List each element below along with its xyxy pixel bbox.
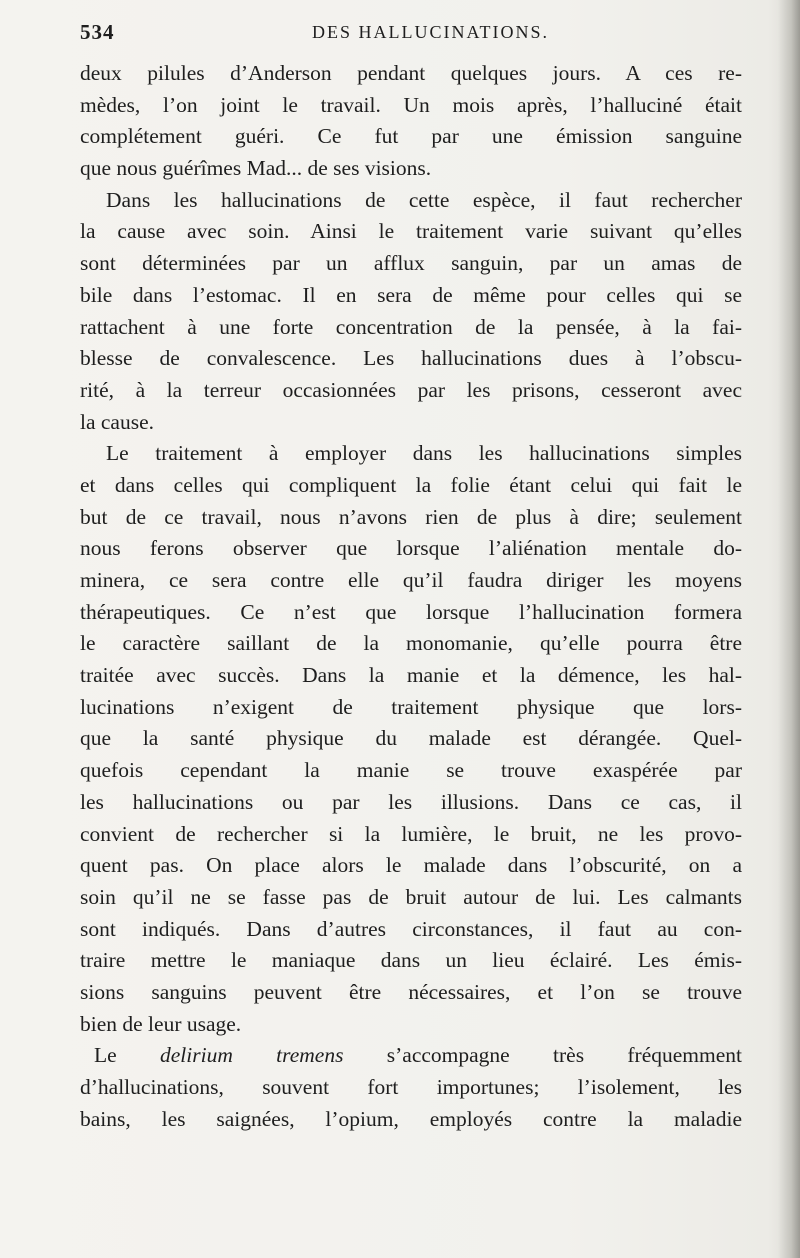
page-binding-shadow: [778, 0, 800, 1258]
text-line-delirium: [80, 1040, 742, 1072]
text-line: convient de rechercher si la lumière, le bruit, ne les provo-: [80, 821, 742, 846]
paragraph-lead: Le: [94, 1043, 117, 1068]
text-line: bile dans l’estomac. Il en sera de même pour celles qui se: [80, 282, 742, 307]
text-line: thérapeutiques. Ce n’est que lorsque l’hallucination formera: [80, 599, 742, 624]
text-line: quent pas. On place alors le malade dans l’obscurité, on a: [80, 853, 742, 878]
paragraph-rest: s’accompagne très fréquemment: [386, 1043, 742, 1068]
text-line: bien de leur usage.: [80, 1011, 242, 1036]
text-line: but de ce travail, nous n’avons rien de plus à dire; seulement: [80, 504, 742, 529]
text-line: bains, les saignées, l’opium, employés contre la maladie: [80, 1106, 742, 1131]
text-line: le caractère saillant de la monomanie, qu’elle pourra être: [80, 631, 742, 656]
text-line: sont déterminées par un afflux sanguin, par un amas de: [80, 251, 742, 276]
text-line: blesse de convalescence. Les hallucinations dues à l’obscu-: [80, 346, 742, 371]
text-line: et dans celles qui compliquent la folie étant celui qui fait le: [80, 472, 742, 497]
page-header: [80, 20, 740, 50]
running-title: DES HALLUCINATIONS.: [312, 22, 549, 42]
text-line: la cause.: [80, 409, 155, 434]
text-line: Le traitement à employer dans les hallucinations simples: [106, 441, 742, 466]
text-line: mèdes, l’on joint le travail. Un mois après, l’halluciné était: [80, 92, 742, 117]
text-line: d’hallucinations, souvent fort importunes; l’isolement, les: [80, 1075, 742, 1099]
text-line: que nous guérîmes Mad... de ses visions.: [80, 156, 432, 181]
text-line: rité, à la terreur occasionnées par les prisons, cesseront avec: [80, 377, 742, 402]
text-line: rattachent à une forte concentration de la pensée, à la fai-: [80, 314, 742, 339]
body-text: [80, 58, 742, 1135]
text-line: Dans les hallucinations de cette espèce, il faut rechercher: [106, 187, 742, 212]
text-line: complétement guéri. Ce fut par une émission sanguine: [80, 124, 742, 149]
text-line: soin qu’il ne se fasse pas de bruit autour de lui. Les calmants: [80, 884, 742, 909]
text-line: sont indiqués. Dans d’autres circonstances, il faut au con-: [80, 916, 742, 941]
text-line: la cause avec soin. Ainsi le traitement varie suivant qu’elles: [80, 219, 742, 244]
text-line: que la santé physique du malade est dérangée. Quel-: [80, 726, 742, 751]
text-line: minera, ce sera contre elle qu’il faudra diriger les moyens: [80, 568, 742, 592]
page-number: 534: [80, 20, 115, 44]
text-line: nous ferons observer que lorsque l’aliénation mentale do-: [80, 536, 742, 561]
text-line: traire mettre le maniaque dans un lieu éclairé. Les émis-: [80, 948, 742, 973]
italic-term: delirium tremens: [160, 1043, 344, 1068]
text-line: traitée avec succès. Dans la manie et la démence, les hal-: [80, 663, 742, 688]
text-line: lucinations n’exigent de traitement physique que lors-: [80, 694, 742, 719]
text-line: quefois cependant la manie se trouve exaspérée par: [80, 758, 742, 783]
text-line: les hallucinations ou par les illusions. Dans ce cas, il: [80, 789, 742, 814]
text-line: deux pilules d’Anderson pendant quelques jours. A ces re-: [80, 61, 742, 85]
text-line: sions sanguins peuvent être nécessaires, et l’on se trouve: [80, 979, 742, 1004]
